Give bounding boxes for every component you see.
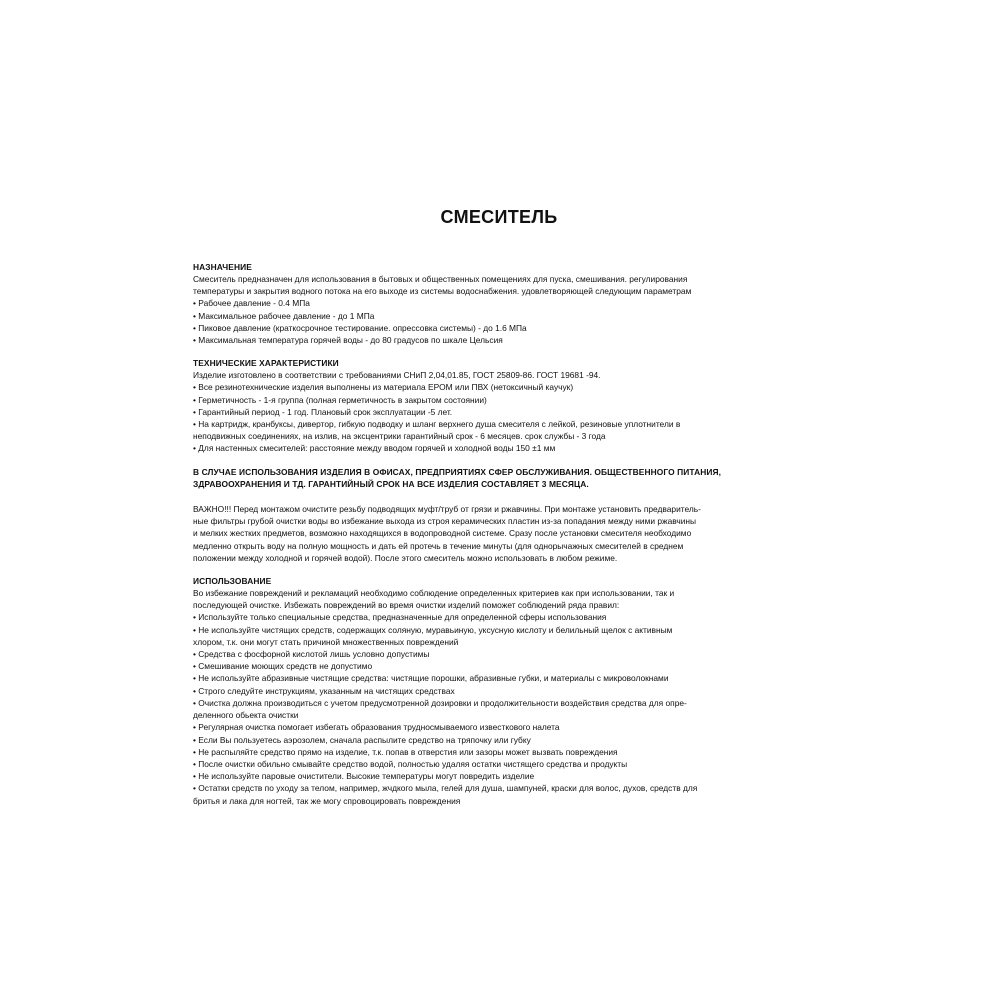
specs-line: Изделие изготовлено в соответствии с требованиями СНиП 2,04,01.85, ГОСТ 25809-86. ГОСТ 19681 -94. <box>193 370 601 381</box>
usage-line: деленного обьекта очистки <box>193 710 299 721</box>
section-warranty-notice <box>193 466 805 490</box>
purpose-line: • Пиковое давление (краткосрочное тестирование. опрессовка системы) - до 1.6 МПа <box>193 322 527 333</box>
purpose-line: • Максимальная температура горячей воды - до 80 градусов по шкале Цельсия <box>193 335 503 346</box>
usage-line: • Средства с фосфорной кислотой лишь условно допустимы <box>193 649 430 660</box>
specs-line: • Гарантийный период - 1 год. Плановый срок эксплуатации -5 лет. <box>193 406 453 417</box>
specs-line: • На картридж, кранбуксы, дивертор, гибкую подводку и шланг верхнего душа смесителя с лейкой, резиновые уплотнители в <box>193 419 681 430</box>
section-heading-purpose: НАЗНАЧЕНИЕ <box>193 262 252 272</box>
purpose-line: Смеситель предназначен для использования в бытовых и общественных помещениях для пуска, смешивания. регулирования <box>193 274 688 284</box>
section-purpose <box>193 261 805 346</box>
usage-line: хлором, т.к. они могут стать причиной множественных повреждений <box>193 636 459 647</box>
usage-line: • После очистки обильно смывайте средство водой, полностью удаляя остатки чистящего средства и продукты <box>193 758 628 769</box>
usage-line: бритья и лака для ногтей, так же могу спровоцировать повреждения <box>193 795 461 806</box>
warranty-notice-line: В СЛУЧАЕ ИСПОЛЬЗОВАНИЯ ИЗДЕЛИЯ В ОФИСАХ, ПРЕДПРИЯТИЯХ СФЕР ОБСЛУЖИВАНИЯ. ОБЩЕСТВЕННОГО ПИТАНИЯ, <box>193 466 722 477</box>
warranty-notice-line: ЗДРАВООХРАНЕНИЯ И ТД. ГАРАНТИЙНЫЙ СРОК НА ВСЕ ИЗДЕЛИЯ СОСТАВЛЯЕТ 3 МЕСЯЦА. <box>193 478 589 489</box>
usage-line: • Не используйте паровые очистители. Высокие температуры могут повредить изделие <box>193 771 535 782</box>
usage-line: • Не распыляйте средство прямо на изделие, т.к. попав в отверстия или зазоры может вызвать повреждения <box>193 746 618 757</box>
section-heading-specs: ТЕХНИЧЕСКИЕ ХАРАКТЕРИСТИКИ <box>193 358 339 369</box>
usage-line: • Очистка должна производиться с учетом предусмотренной дозировки и продолжительности воздействия средства для опре- <box>193 697 687 708</box>
usage-line: • Остатки средств по уходу за телом, например, жчдкого мыла, гелей для душа, шампуней, краски для волос, духов, средств для <box>193 783 698 794</box>
section-specs <box>193 357 805 454</box>
specs-line: • Герметичность - 1-я группа (полная герметичность в закрытом состоянии) <box>193 394 487 405</box>
usage-line: • Не используйте чистящих средств, содержащих соляную, муравьиную, уксусную кислоту и белильный щелок с активным <box>193 624 673 635</box>
important-line: ВАЖНО!!! Перед монтажом очистите резьбу подводящих муфт/труб от грязи и ржавчины. При монтаже установить предваритель- <box>193 504 701 515</box>
usage-line: • Не используйте абразивные чистящие средства: чистящие порошки, абразивные губки, и материалы с микроволокнами <box>193 673 669 684</box>
important-line: ные фильтры грубой очистки воды во избежание выхода из строя керамических пластин из-за попадания между ними ржавчины <box>193 516 697 527</box>
section-heading-usage: ИСПОЛЬЗОВАНИЕ <box>193 576 272 587</box>
purpose-line: температуры и закрытия водного потока на его выходе из системы водоснабжения. удовлетворяющей следующим параметрам <box>193 286 692 297</box>
page-title: СМЕСИТЕЛЬ <box>440 207 558 227</box>
usage-line: Во избежание повреждений и рекламаций необходимо соблюдение определенных критериев как при использовании, так и <box>193 588 675 599</box>
specs-line: • Все резинотехнические изделия выполнены из материала EPOM или ПВХ (нетоксичный каучук) <box>193 382 574 393</box>
usage-line: последующей очистке. Избежать повреждений во время очистки изделий поможет соблюдений ряда правил: <box>193 600 620 611</box>
purpose-line: • Максимальное рабочее давление - до 1 МПа <box>193 310 375 321</box>
usage-line: • Строго следуйте инструкциям, указанным на чистящих средствах <box>193 685 455 696</box>
usage-line: • Если Вы пользуетесь аэрозолем, сначала распылите средство на тряпочку или губку <box>193 734 531 745</box>
section-usage <box>193 575 805 807</box>
section-important <box>193 503 805 564</box>
important-line: положении между холодной и горячей водой). После этого смеситель можно использовать в любом режиме. <box>193 552 618 563</box>
purpose-line: • Рабочее давление - 0.4 МПа <box>193 298 310 309</box>
important-line: медленно открыть воду на полную мощность и дать ей протечь в течение минуты (для однорычажных смесителей в среднем <box>193 540 684 551</box>
specs-line: • Для настенных смесителей: расстояние между вводом горячей и холодной воды 150 ±1 мм <box>193 443 556 454</box>
document <box>193 207 805 818</box>
usage-line: • Регулярная очистка помогает избегать образования трудносмываемого известкового налета <box>193 722 560 733</box>
important-line: и мелких жестких предметов, возможно находящихся в водопроводной системе. Сразу после установки смесителя необходимо <box>193 528 692 539</box>
specs-line: неподвижных соединениях, на излив, на эксцентрики гарантийный срок - 6 месяцев. срок службы - 3 года <box>193 431 606 442</box>
usage-line: • Используйте только специальные средства, предназначенные для определенной сферы использования <box>193 612 607 623</box>
usage-line: • Смешивание моющих средств не допустимо <box>193 661 373 672</box>
